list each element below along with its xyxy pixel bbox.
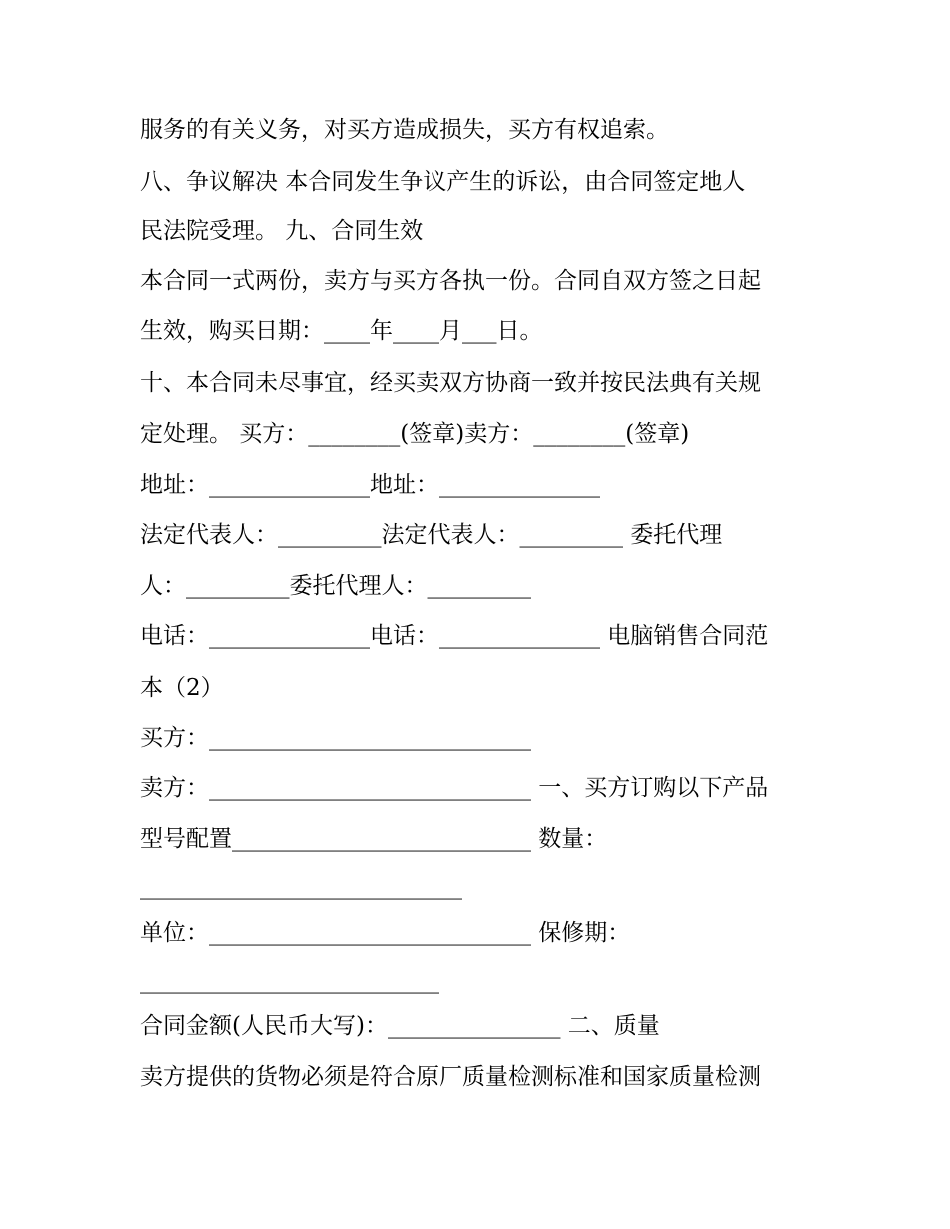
text-line: 本合同一式两份，卖方与买方各执一份。合同自双方签之日起	[140, 268, 761, 294]
text-line: __________________________	[140, 968, 439, 994]
text-line: ____________________________	[140, 874, 462, 900]
text-line: 单位：____________________________ 保修期：	[140, 920, 631, 946]
text-line: 型号配置__________________________ 数量：	[140, 826, 608, 852]
text-line: 服务的有关义务，对买方造成损失，买方有权追索。	[140, 117, 669, 143]
text-line: 生效，购买日期：____年____月___日。	[140, 318, 543, 344]
text-line: 定处理。 买方：________(签章)卖方：________(签章)	[140, 421, 690, 447]
text-line: 本（2）	[140, 675, 224, 701]
text-line: 卖方提供的货物必须是符合原厂质量检测标准和国家质量检测	[140, 1064, 761, 1090]
text-line: 合同金额(人民币大写)：_______________ 二、质量	[140, 1013, 660, 1039]
text-line: 电话：______________电话：______________ 电脑销售合同范	[140, 623, 769, 649]
text-line: 八、争议解决 本合同发生争议产生的诉讼，由合同签定地人	[140, 169, 746, 195]
text-line: 地址：______________地址：______________	[140, 472, 600, 498]
text-line: 卖方：____________________________ 一、买方订购以下产品	[140, 775, 769, 801]
text-line: 人：_________委托代理人：_________	[140, 573, 531, 599]
text-line: 法定代表人：_________法定代表人：_________ 委托代理	[140, 522, 723, 548]
text-line: 十、本合同未尽事宜，经买卖双方协商一致并按民法典有关规	[140, 370, 761, 396]
text-line: 买方：____________________________	[140, 725, 531, 751]
text-line: 民法院受理。 九、合同生效	[140, 218, 424, 244]
